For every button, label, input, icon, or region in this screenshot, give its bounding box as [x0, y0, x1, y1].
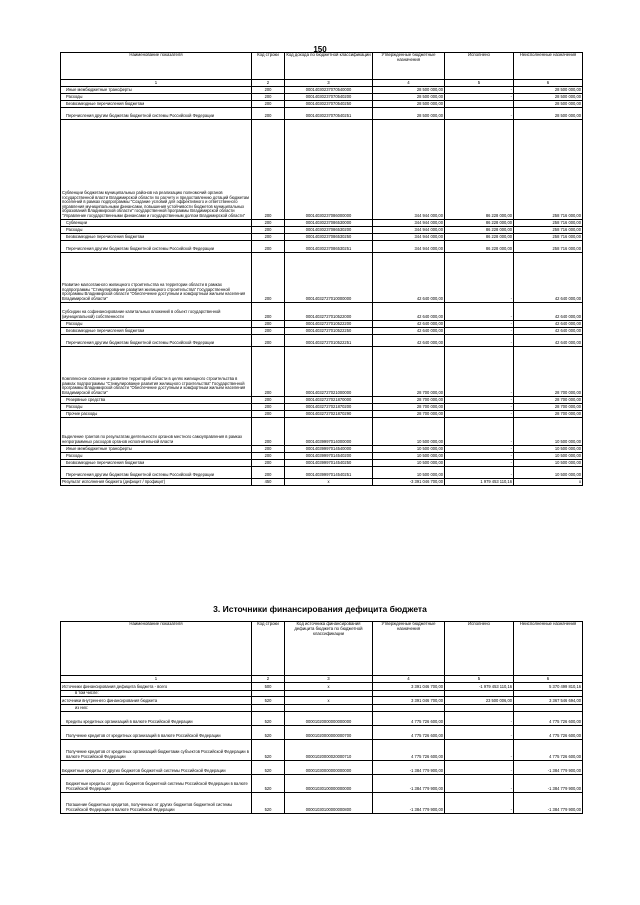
- row-name: Субвенции бюджетам муниципальных районов на реализацию полномочий органов государственной власти Владимирской области по расчету и предоставлению дотаций бюджетам поселений в рамках подпрограммы "Создание условий для эффективного и ответственного управления муниципальными финансами, повышения устойчивости бюджетов муниципальных образований Владимирской области" государственной программы Владимирской области "Управление государственными финансами и государственным долгом Владимирской области": [61, 120, 252, 220]
- column-number: 2: [252, 676, 285, 683]
- row-kbk: 00014039997014000000: [285, 418, 373, 446]
- row-unexecuted: 28 500 000,00: [514, 87, 583, 94]
- row-kbk: 00014030237070540000: [285, 87, 373, 94]
- header-name: Наименование показателя: [61, 53, 252, 80]
- header-executed: Исполнено: [445, 53, 514, 80]
- column-number: 1: [61, 676, 252, 683]
- row-code: 200: [252, 227, 285, 234]
- row-kbk: 00014032727010522000: [285, 303, 373, 321]
- row-unexecuted: 42 640 000,00: [514, 303, 583, 321]
- header-code: Код строки: [252, 622, 285, 676]
- row-code: 200: [252, 411, 285, 418]
- header-unexecuted: Неисполненные назначения: [514, 622, 583, 676]
- row-name: Иные межбюджетные трансферты: [61, 87, 252, 94]
- row-unexecuted: 28 500 000,00: [514, 101, 583, 108]
- table-row: [61, 87, 583, 94]
- column-number: 4: [373, 80, 445, 87]
- row-approved: 344 944 000,00: [373, 220, 445, 227]
- table-row: [61, 792, 583, 813]
- row-executed: -: [445, 792, 514, 813]
- row-name: Источники финансирования дефицита бюджета - всего: [61, 683, 252, 691]
- row-kbk: 00001020000020000710: [285, 739, 373, 760]
- row-executed: 86 228 000,00: [445, 120, 514, 220]
- row-code: 520: [252, 711, 285, 725]
- header-code: Код строки: [252, 53, 285, 80]
- row-kbk: 00014032727010000000: [285, 253, 373, 303]
- row-executed: 86 228 000,00: [445, 241, 514, 253]
- row-unexecuted: 258 716 000,00: [514, 120, 583, 220]
- row-unexecuted: 258 716 000,00: [514, 227, 583, 234]
- header-source-code: Код источника финансирования дефицита бюджета по бюджетной классификации: [285, 622, 373, 676]
- table-row: [61, 234, 583, 241]
- table-row: [61, 460, 583, 467]
- row-executed: -: [445, 328, 514, 335]
- row-approved: 28 700 000,00: [373, 397, 445, 404]
- row-unexecuted: 5 370 499 810,16: [514, 683, 583, 691]
- row-approved: 4 775 726 600,00: [373, 711, 445, 725]
- column-number: 6: [514, 80, 583, 87]
- row-kbk: x: [285, 697, 373, 705]
- row-name: Перечисления другим бюджетам бюджетной системы Российской Федерации: [61, 335, 252, 347]
- row-kbk: 00014032727010522250: [285, 328, 373, 335]
- row-code: 200: [252, 453, 285, 460]
- row-code: 520: [252, 725, 285, 739]
- row-executed: -: [445, 725, 514, 739]
- row-code: 200: [252, 418, 285, 446]
- row-approved: 42 640 000,00: [373, 328, 445, 335]
- header-executed: Исполнено: [445, 622, 514, 676]
- row-unexecuted: 10 500 000,00: [514, 418, 583, 446]
- row-code: 200: [252, 241, 285, 253]
- row-name: Расходы: [61, 94, 252, 101]
- table-row: [61, 227, 583, 234]
- table-row: [61, 220, 583, 227]
- header-unexecuted: Неисполненные назначения: [514, 53, 583, 80]
- table-row: [61, 108, 583, 120]
- row-unexecuted: 4 775 726 600,00: [514, 725, 583, 739]
- row-executed: -: [445, 711, 514, 725]
- table-row: [61, 725, 583, 739]
- row-executed: -1 979 453 110,16: [445, 683, 514, 691]
- column-number: 4: [373, 676, 445, 683]
- row-kbk: 00001030000000000000: [285, 760, 373, 774]
- row-executed: [445, 101, 514, 108]
- row-code: 200: [252, 303, 285, 321]
- row-unexecuted: 28 500 000,00: [514, 94, 583, 101]
- row-code: 200: [252, 347, 285, 397]
- row-name: Получение кредитов от кредитных организаций в валюте Российской Федерации: [61, 725, 252, 739]
- row-kbk: 00014030237086530250: [285, 234, 373, 241]
- row-code: 200: [252, 108, 285, 120]
- row-executed: -: [445, 347, 514, 397]
- row-unexecuted: x: [514, 479, 583, 486]
- row-executed: -: [445, 453, 514, 460]
- row-unexecuted: -1 384 779 900,00: [514, 760, 583, 774]
- row-code: 200: [252, 335, 285, 347]
- row-approved: -1 384 779 900,00: [373, 792, 445, 813]
- row-kbk: 00014039997014540000: [285, 446, 373, 453]
- row-kbk: x: [285, 479, 373, 486]
- row-approved: 42 640 000,00: [373, 335, 445, 347]
- row-kbk: 00014030237086000000: [285, 120, 373, 220]
- row-name: Безвозмездные перечисления бюджетам: [61, 460, 252, 467]
- column-number: 2: [252, 80, 285, 87]
- row-code: 200: [252, 220, 285, 227]
- row-kbk: 00014032727021000000: [285, 347, 373, 397]
- row-executed: 86 228 000,00: [445, 234, 514, 241]
- row-name: Безвозмездные перечисления бюджетам: [61, 328, 252, 335]
- row-executed: -: [445, 303, 514, 321]
- row-approved: 344 944 000,00: [373, 120, 445, 220]
- table-row: [61, 321, 583, 328]
- row-unexecuted: 28 700 000,00: [514, 347, 583, 397]
- row-code: 200: [252, 467, 285, 479]
- row-approved: -1 384 779 900,00: [373, 774, 445, 792]
- row-name: Кредиты кредитных организаций в валюте Российской Федерации: [61, 711, 252, 725]
- row-code: 200: [252, 120, 285, 220]
- row-unexecuted: -1 384 779 900,00: [514, 774, 583, 792]
- column-number: 5: [445, 80, 514, 87]
- row-approved: 28 500 000,00: [373, 87, 445, 94]
- row-approved: 28 500 000,00: [373, 101, 445, 108]
- header-approved: Утвержденные бюджетные назначения: [373, 622, 445, 676]
- row-unexecuted: 42 640 000,00: [514, 328, 583, 335]
- header-approved: Утвержденные бюджетные назначения: [373, 53, 445, 80]
- row-code: 520: [252, 760, 285, 774]
- row-code: 520: [252, 739, 285, 760]
- row-name: Выделение грантов по результатам деятельности органов местного самоуправления в рамках непрограммных расходов органов исполнительной власти: [61, 418, 252, 446]
- row-executed: -: [445, 739, 514, 760]
- row-unexecuted: 28 500 000,00: [514, 108, 583, 120]
- row-code: 520: [252, 697, 285, 705]
- row-approved: 42 640 000,00: [373, 321, 445, 328]
- row-name: Перечисления другим бюджетам бюджетной системы Российской Федерации: [61, 467, 252, 479]
- table-row: [61, 397, 583, 404]
- row-unexecuted: 42 640 000,00: [514, 253, 583, 303]
- row-name: Безвозмездные перечисления бюджетам: [61, 101, 252, 108]
- page-number: 150: [313, 45, 327, 54]
- row-name: Бюджетные кредиты от других бюджетов бюджетной системы Российской Федерации: [61, 760, 252, 774]
- row-unexecuted: 258 716 000,00: [514, 220, 583, 227]
- row-approved: 28 500 000,00: [373, 94, 445, 101]
- row-kbk: 00014039997014540200: [285, 453, 373, 460]
- row-code: 200: [252, 234, 285, 241]
- row-name: Комплексное освоение и развитие территорий области в целях жилищного строительства в рамках подпрограммы "Стимулирование развития жилищного строительства" Государственной программы Владимирской области "Обеспечение доступным и комфортным жильем населения Владимирской области": [61, 347, 252, 397]
- row-code: 200: [252, 253, 285, 303]
- row-approved: 42 640 000,00: [373, 303, 445, 321]
- table-row: [61, 241, 583, 253]
- row-unexecuted: 4 775 726 600,00: [514, 739, 583, 760]
- column-number: 6: [514, 676, 583, 683]
- table-row: [61, 347, 583, 397]
- row-executed: -: [445, 446, 514, 453]
- row-name: Расходы: [61, 321, 252, 328]
- row-code: 200: [252, 94, 285, 101]
- row-unexecuted: 10 500 000,00: [514, 467, 583, 479]
- row-name: Резервные средства: [61, 397, 252, 404]
- row-executed: -: [445, 397, 514, 404]
- row-kbk: 00014032727021870200: [285, 404, 373, 411]
- row-executed: -: [445, 94, 514, 101]
- column-number: 3: [285, 80, 373, 87]
- row-unexecuted: -1 384 779 900,00: [514, 792, 583, 813]
- row-executed: -: [445, 411, 514, 418]
- row-executed: -: [445, 87, 514, 94]
- row-name: Получение кредитов от кредитных организаций бюджетами субъектов Российской Федерации в валюте Российской Федерации: [61, 739, 252, 760]
- budget-expenses-table: [60, 52, 583, 486]
- table-row: [61, 467, 583, 479]
- row-kbk: 00014030237086530251: [285, 241, 373, 253]
- row-name: Погашение бюджетных кредитов, полученных от других бюджетов бюджетной системы Российской Федерации в валюте Российской Федерации: [61, 792, 252, 813]
- table-row: [61, 446, 583, 453]
- row-name: Расходы: [61, 404, 252, 411]
- row-kbk: 00014030237086530200: [285, 227, 373, 234]
- row-code: 200: [252, 321, 285, 328]
- row-code: 200: [252, 101, 285, 108]
- row-approved: -1 384 779 900,00: [373, 760, 445, 774]
- row-name: Безвозмездные перечисления бюджетам: [61, 234, 252, 241]
- row-approved: 28 500 000,00: [373, 108, 445, 120]
- row-approved: 28 700 000,00: [373, 347, 445, 397]
- table-row: [61, 774, 583, 792]
- header-name: Наименование показателя: [61, 622, 252, 676]
- row-code: 200: [252, 460, 285, 467]
- row-kbk: x: [285, 683, 373, 691]
- row-unexecuted: 10 500 000,00: [514, 453, 583, 460]
- deficit-financing-table: [60, 621, 583, 814]
- table-row: [61, 418, 583, 446]
- row-name: Бюджетные кредиты от других бюджетов бюджетной системы Российской Федерации в валюте Российской Федерации: [61, 774, 252, 792]
- row-code: 520: [252, 792, 285, 813]
- column-number: 5: [445, 676, 514, 683]
- row-name: Субсидии на софинансирование капитальных вложений в объект государственной (муниципальной) собственности: [61, 303, 252, 321]
- row-name: в том числе:: [61, 691, 252, 697]
- row-kbk: 00001030100000000800: [285, 792, 373, 813]
- row-unexecuted: 258 716 000,00: [514, 241, 583, 253]
- table-row: [61, 328, 583, 335]
- row-kbk: 00014039997014540251: [285, 467, 373, 479]
- table-row: [61, 303, 583, 321]
- row-unexecuted: 4 775 726 600,00: [514, 711, 583, 725]
- row-code: 520: [252, 774, 285, 792]
- row-approved: 28 700 000,00: [373, 411, 445, 418]
- table-row: [61, 683, 583, 691]
- row-name: Результат исполнения бюджета (дефицит / профицит): [61, 479, 252, 486]
- row-name: Перечисления другим бюджетам бюджетной системы Российской Федерации: [61, 108, 252, 120]
- row-unexecuted: 42 640 000,00: [514, 335, 583, 347]
- row-approved: 3 391 046 700,00: [373, 697, 445, 705]
- row-executed: 86 228 000,00: [445, 220, 514, 227]
- row-kbk: 00014030237086530000: [285, 220, 373, 227]
- row-approved: 28 700 000,00: [373, 404, 445, 411]
- row-code: 500: [252, 683, 285, 691]
- row-code: 200: [252, 328, 285, 335]
- row-approved: 10 500 000,00: [373, 467, 445, 479]
- row-executed: -: [445, 335, 514, 347]
- row-kbk: 00001020000000000700: [285, 725, 373, 739]
- row-name: источники внутреннего финансирования бюджета: [61, 697, 252, 705]
- row-unexecuted: 10 500 000,00: [514, 446, 583, 453]
- table-row: [61, 760, 583, 774]
- section-title: 3. Источники финансирования дефицита бюджета: [213, 604, 427, 614]
- row-unexecuted: 28 700 000,00: [514, 411, 583, 418]
- table-row: [61, 120, 583, 220]
- row-executed: -: [445, 253, 514, 303]
- row-executed: -: [445, 460, 514, 467]
- row-kbk: 00014032727021870290: [285, 411, 373, 418]
- row-unexecuted: 28 700 000,00: [514, 397, 583, 404]
- row-unexecuted: 42 640 000,00: [514, 321, 583, 328]
- row-name: Субвенции: [61, 220, 252, 227]
- row-executed: -: [445, 760, 514, 774]
- row-name: Расходы: [61, 227, 252, 234]
- row-executed: -: [445, 774, 514, 792]
- header-kbk: Код дохода по бюджетной классификации: [285, 53, 373, 80]
- row-approved: 10 500 000,00: [373, 460, 445, 467]
- row-executed: -: [445, 418, 514, 446]
- row-approved: 4 775 726 600,00: [373, 739, 445, 760]
- row-name: Перечисления другим бюджетам бюджетной системы Российской Федерации: [61, 241, 252, 253]
- table-row: [61, 101, 583, 108]
- row-kbk: 00014032727010522200: [285, 321, 373, 328]
- row-name: Иные межбюджетные трансферты: [61, 446, 252, 453]
- column-number: 1: [61, 80, 252, 87]
- row-kbk: 00014030237070540251: [285, 108, 373, 120]
- row-executed: -: [445, 404, 514, 411]
- row-executed: -: [445, 108, 514, 120]
- table-row: [61, 253, 583, 303]
- row-code: 200: [252, 87, 285, 94]
- row-unexecuted: 10 500 000,00: [514, 460, 583, 467]
- row-approved: -3 391 046 700,00: [373, 479, 445, 486]
- row-name: из них:: [61, 705, 252, 711]
- row-approved: 344 944 000,00: [373, 227, 445, 234]
- column-number: 3: [285, 676, 373, 683]
- row-executed: -: [445, 321, 514, 328]
- row-code: 450: [252, 479, 285, 486]
- row-kbk: 00014030237070540250: [285, 101, 373, 108]
- row-code: 200: [252, 404, 285, 411]
- table-row: [61, 711, 583, 725]
- row-executed: 1 979 453 110,16: [445, 479, 514, 486]
- row-approved: 4 775 726 600,00: [373, 725, 445, 739]
- row-name: Расходы: [61, 453, 252, 460]
- row-approved: 344 944 000,00: [373, 234, 445, 241]
- row-kbk: 00001030100000000000: [285, 774, 373, 792]
- row-kbk: 00014030237070540200: [285, 94, 373, 101]
- row-approved: 10 500 000,00: [373, 418, 445, 446]
- row-kbk: 00014032727010522251: [285, 335, 373, 347]
- table-row: [61, 453, 583, 460]
- row-unexecuted: 3 367 546 694,00: [514, 697, 583, 705]
- table-row: [61, 404, 583, 411]
- table-row: [61, 335, 583, 347]
- table-row: [61, 739, 583, 760]
- row-approved: 3 391 046 700,00: [373, 683, 445, 691]
- table-row: [61, 411, 583, 418]
- row-approved: 344 944 000,00: [373, 241, 445, 253]
- row-approved: 10 500 000,00: [373, 446, 445, 453]
- table-row: [61, 94, 583, 101]
- row-code: 200: [252, 446, 285, 453]
- row-kbk: 00001020000000000000: [285, 711, 373, 725]
- row-executed: 86 228 000,00: [445, 227, 514, 234]
- row-approved: 42 640 000,00: [373, 253, 445, 303]
- row-kbk: 00014032727021870000: [285, 397, 373, 404]
- row-unexecuted: 258 716 000,00: [514, 234, 583, 241]
- row-executed: 23 500 006,00: [445, 697, 514, 705]
- table-row: [61, 479, 583, 486]
- row-kbk: 00014039997014540250: [285, 460, 373, 467]
- table-row: [61, 697, 583, 705]
- row-name: Развитие малоэтажного жилищного строительства на территории области в рамках подпрограммы "Стимулирование развития жилищного строительства" Государственной программы Владимирской области "Обеспечение доступным и комфортным жильем населения Владимирской области": [61, 253, 252, 303]
- row-approved: 10 500 000,00: [373, 453, 445, 460]
- row-name: Прочие расходы: [61, 411, 252, 418]
- row-unexecuted: 28 700 000,00: [514, 404, 583, 411]
- row-executed: -: [445, 467, 514, 479]
- row-code: 200: [252, 397, 285, 404]
